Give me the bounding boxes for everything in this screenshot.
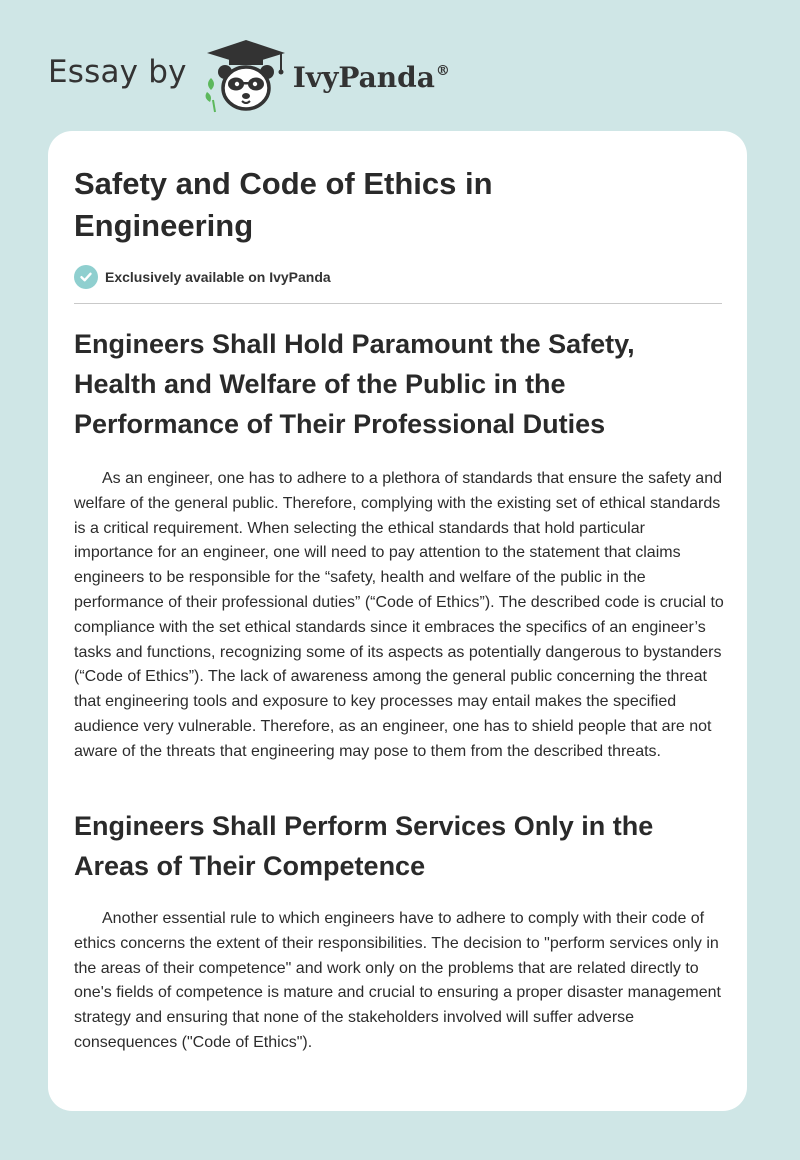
title-divider: [74, 303, 722, 304]
brand-text: IvyPanda: [292, 60, 435, 94]
section-heading-competence: Engineers Shall Perform Services Only in the Areas of Their Competence: [74, 811, 654, 881]
essay-by-label: Essay by: [48, 54, 187, 90]
panda-graduate-logo-icon[interactable]: [201, 38, 291, 114]
check-circle-icon: [74, 265, 98, 289]
essay-card: [48, 131, 747, 1111]
section-paragraph-safety: As an engineer, one has to adhere to a plethora of standards that ensure the safety and welfare of the general public. Therefore, complying with the existing set of ethical standards is a critical requirement. When selecting the ethical standards that hold particular importance for an engineer, one will need to pay attention to the statement that claims engineers to be responsible for the “safety, health and welfare of the public in the performance of their professional duties” (“Code of Ethics”). The described code is crucial to compliance with the set ethical standards since it embraces the specifics of an engineer’s tasks and functions, recognizing some of its aspects as potentially dangerous to bystanders (“Code of Ethics”). The lack of awareness among the general public concerning the threat that engineering tools and exposure to key processes may entail makes the specified audience very vulnerable. Therefore, as an engineer, one has to shield people that are not aware of the threats that engineering may pose to them from the described threats.: [74, 470, 724, 760]
brand-name[interactable]: [293, 61, 450, 94]
essay-title: Safety and Code of Ethics in Engineering: [74, 166, 493, 243]
section-paragraph-competence: Another essential rule to which engineers have to adhere to comply with their code of ethics concerns the extent of their responsibilities. The decision to "perform services only in the areas of their competence" and work only on the problems that are related directly to one's fields of competence is mature and crucial to ensuring a proper disaster management strategy and ensuring that none of the stakeholders involved will suffer adverse consequences ("Code of Ethics").: [74, 910, 721, 1051]
registered-mark: ®: [435, 62, 450, 79]
exclusive-badge: [74, 265, 331, 289]
exclusive-label: Exclusively available on IvyPanda: [105, 269, 331, 285]
section-heading-safety: Engineers Shall Hold Paramount the Safety, Health and Welfare of the Public in the Performance of Their Professional Duties: [74, 329, 635, 439]
site-header: [48, 36, 450, 116]
